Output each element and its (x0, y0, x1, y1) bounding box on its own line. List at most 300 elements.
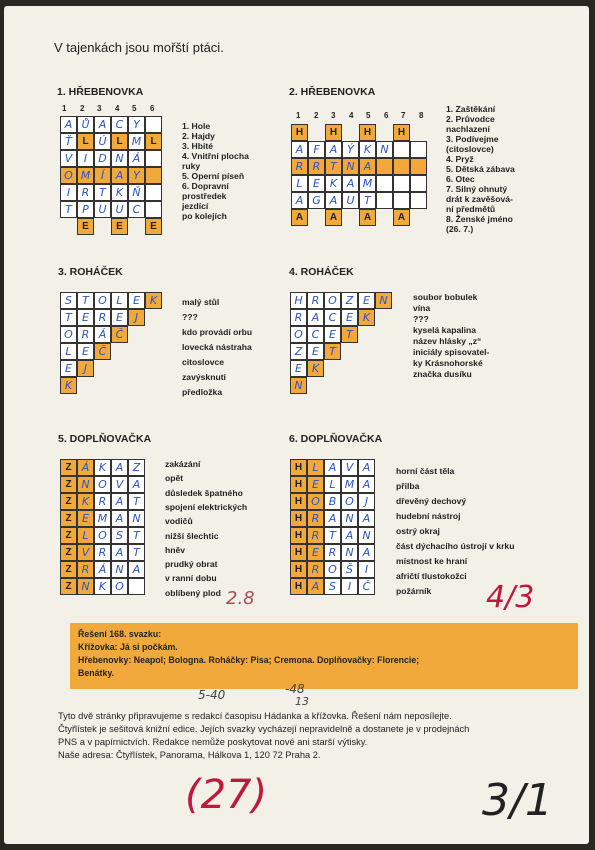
grid-cell (324, 326, 341, 343)
grid-cell (342, 158, 359, 175)
grid-cell (410, 175, 427, 192)
grid-cell (291, 175, 308, 192)
grid-cell (145, 167, 162, 184)
handwritten-letter: O (115, 580, 124, 593)
grid-cell (375, 292, 392, 309)
grid-cell (290, 326, 307, 343)
grid-cell (358, 476, 375, 493)
clue-text: hudební nástroj (396, 511, 461, 521)
handwritten-letter: N (81, 580, 90, 593)
handwritten-letter: E (116, 311, 123, 324)
grid-cell (77, 360, 94, 377)
grid-cell (341, 578, 358, 595)
grid-cell (60, 561, 77, 578)
grid-cell (324, 527, 341, 544)
clue-text: značka dusíku (413, 369, 472, 379)
grid-cell (290, 510, 307, 527)
handwritten-letter: E (346, 311, 353, 324)
grid-cell (111, 133, 128, 150)
grid-cell (111, 167, 128, 184)
grid-cell (128, 561, 145, 578)
handwritten-letter: Č (362, 580, 371, 593)
clue-text: nachlazení (446, 124, 490, 134)
grid-cell (111, 561, 128, 578)
grid-cell (94, 561, 111, 578)
solution-heading: Řešení 168. svazku: (78, 629, 162, 639)
grid-cell (145, 184, 162, 201)
grid-cell (324, 309, 341, 326)
grid-cell (308, 175, 325, 192)
grid-cell (77, 201, 94, 218)
title-rohacek-4: 4. ROHÁČEK (289, 266, 354, 278)
handwritten-letter: L (312, 461, 319, 474)
handwritten-letter: C (328, 311, 337, 324)
handwritten-letter: M (80, 169, 91, 182)
handwritten-letter: R (81, 563, 90, 576)
handwritten-letter: A (132, 478, 141, 491)
solution-line: Hřebenovky: Neapol; Bologna. Roháčky: Pisa; Cremona. Doplňovačky: Florencie; (78, 655, 420, 665)
grid-cell (324, 561, 341, 578)
handwritten-letter: S (329, 580, 336, 593)
title-rohacek-3: 3. ROHÁČEK (58, 266, 123, 278)
clue-text: ruky (182, 161, 201, 171)
handwritten-letter: C (311, 328, 320, 341)
handwritten-letter: L (116, 294, 123, 307)
clue-text: 5. Dětská zábava (446, 164, 515, 174)
grid-cell (145, 218, 162, 235)
handwritten-letter: R (98, 546, 107, 559)
clue-text: 1. Hole (182, 121, 211, 131)
clue-text: iniciály spisovatel- (413, 347, 490, 357)
printed-letter: E (82, 221, 89, 232)
grid-cell (290, 544, 307, 561)
printed-letter: Z (65, 496, 72, 507)
handwritten-letter: N (345, 512, 354, 525)
handwritten-letter: P (82, 203, 89, 216)
clue-text: oblíbený plod (165, 587, 221, 598)
clue-text: po kolejích (182, 211, 227, 221)
grid-cell (291, 192, 308, 209)
handwritten-letter: F (313, 143, 320, 156)
handwritten-letter: Á (132, 152, 141, 165)
handwritten-letter: E (65, 362, 72, 375)
grid-cell (410, 158, 427, 175)
grid-cell (341, 527, 358, 544)
clue-text: místnost ke hraní (396, 556, 468, 566)
handwritten-letter: D (98, 152, 107, 165)
grid-cell (128, 201, 145, 218)
handwritten-letter: E (82, 345, 89, 358)
handwritten-letter: A (329, 194, 338, 207)
clue-text: drát k zavěšová- (446, 194, 513, 204)
clue-text: opět (165, 473, 184, 484)
grid-cell (111, 510, 128, 527)
grid-cell (290, 309, 307, 326)
col-num: 2 (80, 104, 85, 113)
handwritten-letter: E (329, 328, 336, 341)
grid-cell (342, 192, 359, 209)
handwritten-score: 4/3 (486, 580, 535, 615)
handwritten-letter: T (330, 160, 337, 173)
handwritten-letter: M (131, 135, 142, 148)
grid-cell (341, 459, 358, 476)
footer-text: Čtyřlístek je sešitová knižní edice. Jejích svazky vycházejí nepravidelně a dostanete je v prodejnách (58, 724, 470, 734)
handwritten-letter: R (98, 495, 107, 508)
handwritten-letter: A (115, 461, 124, 474)
handwritten-letter: O (98, 294, 107, 307)
printed-letter: Z (65, 581, 72, 592)
grid-cell (145, 201, 162, 218)
grid-cell (342, 141, 359, 158)
grid-cell (376, 141, 393, 158)
handwritten-letter: E (295, 362, 302, 375)
printed-letter: E (150, 221, 157, 232)
grid-cell (290, 292, 307, 309)
printed-letter: A (329, 212, 338, 223)
pencil-note: 2.8 (226, 588, 255, 609)
handwritten-letter: A (329, 143, 338, 156)
grid-cell (359, 124, 376, 141)
grid-cell (359, 209, 376, 226)
handwritten-letter: Ť (65, 135, 72, 148)
handwritten-letter: Ý (347, 143, 354, 156)
grid-cell (94, 493, 111, 510)
grid-cell (307, 459, 324, 476)
clue-text: dřevěný dechový (396, 496, 467, 506)
grid-cell (111, 326, 128, 343)
handwritten-letter: K (115, 186, 124, 199)
footer-text: PNS a v papírnictvích. Redakce nemůže poskytovat nové ani starší výtisky. (58, 737, 368, 747)
clue-text: (citoslovce) (446, 144, 494, 154)
handwritten-letter: T (329, 345, 336, 358)
grid-cell (324, 510, 341, 527)
printed-letter: H (397, 127, 406, 138)
handwritten-letter: A (362, 512, 371, 525)
handwritten-letter: C (132, 203, 141, 216)
clue-text: kyselá kapalina (413, 325, 477, 335)
printed-letter: H (294, 462, 303, 473)
printed-letter: Z (65, 547, 72, 558)
clue-text: ní předmětů (446, 204, 496, 214)
handwritten-letter: N (362, 529, 371, 542)
clue-text: vína (413, 303, 431, 313)
pencil-calc: 13 (295, 695, 309, 708)
solution-line: Benátky. (78, 668, 115, 678)
handwritten-letter: J (134, 311, 139, 324)
clue-text: lovecká nástraha (182, 342, 252, 352)
grid-cell (341, 493, 358, 510)
handwritten-letter: E (133, 294, 140, 307)
grid-cell (308, 158, 325, 175)
col-num: 4 (349, 111, 354, 120)
grid-cell (290, 493, 307, 510)
handwritten-letter: S (65, 294, 72, 307)
handwritten-letter: N (379, 294, 388, 307)
grid-cell (358, 459, 375, 476)
grid-cell (358, 309, 375, 326)
handwritten-letter: R (312, 160, 321, 173)
grid-cell (291, 141, 308, 158)
handwritten-letter: E (312, 546, 319, 559)
grid-cell (307, 309, 324, 326)
clue-text: soubor bobulek (413, 292, 478, 302)
grid-cell (358, 561, 375, 578)
clue-text: ??? (413, 314, 429, 324)
handwritten-letter: T (346, 328, 353, 341)
grid-cell (111, 292, 128, 309)
clue-text: 7. Silný ohnutý (446, 184, 508, 194)
grid-cell (359, 158, 376, 175)
handwritten-letter: L (296, 177, 303, 190)
grid-cell (410, 192, 427, 209)
grid-cell (94, 476, 111, 493)
handwritten-letter: I (66, 186, 71, 199)
handwritten-letter: U (346, 194, 355, 207)
grid-cell (128, 292, 145, 309)
grid-cell (359, 192, 376, 209)
printed-letter: A (397, 212, 406, 223)
grid-cell (324, 493, 341, 510)
grid-cell (77, 326, 94, 343)
handwritten-letter: A (132, 563, 141, 576)
handwritten-letter: V (115, 478, 124, 491)
handwritten-letter: Č (115, 328, 124, 341)
grid-cell (307, 561, 324, 578)
clue-text: vodičů (165, 516, 193, 527)
printed-letter: A (295, 212, 304, 223)
handwritten-letter: L (82, 529, 89, 542)
grid-cell (60, 150, 77, 167)
handwritten-letter: R (81, 186, 90, 199)
col-num: 1 (296, 111, 301, 120)
handwritten-letter: Y (133, 118, 140, 131)
handwritten-letter: R (311, 294, 320, 307)
grid-cell (359, 141, 376, 158)
handwritten-letter: B (328, 495, 337, 508)
grid-cell (77, 133, 94, 150)
handwritten-letter: Š (346, 563, 353, 576)
handwritten-letter: E (82, 311, 89, 324)
handwritten-letter: G (312, 194, 321, 207)
printed-letter: Z (65, 513, 72, 524)
handwritten-letter: K (363, 143, 372, 156)
handwritten-letter: O (98, 478, 107, 491)
printed-letter: H (294, 547, 303, 558)
grid-cell (60, 343, 77, 360)
handwritten-letter: N (346, 160, 355, 173)
clue-text: spojení elektrických (165, 501, 248, 512)
grid-cell (111, 201, 128, 218)
grid-cell (60, 309, 77, 326)
handwritten-letter: T (65, 311, 72, 324)
handwritten-letter: L (329, 478, 336, 491)
grid-cell (77, 527, 94, 544)
grid-cell (77, 292, 94, 309)
grid-cell (145, 116, 162, 133)
handwritten-letter: N (345, 546, 354, 559)
grid-cell (60, 326, 77, 343)
grid-cell (341, 292, 358, 309)
handwritten-letter: T (99, 186, 106, 199)
grid-cell (393, 124, 410, 141)
handwritten-letter: O (328, 294, 337, 307)
grid-cell (128, 167, 145, 184)
grid-cell (111, 218, 128, 235)
grid-cell (111, 578, 128, 595)
grid-cell (290, 459, 307, 476)
handwritten-letter: A (295, 194, 304, 207)
grid-cell (308, 192, 325, 209)
handwritten-letter: R (311, 512, 320, 525)
grid-cell (358, 292, 375, 309)
handwritten-letter: S (116, 529, 123, 542)
handwritten-letter: U (98, 203, 107, 216)
handwritten-letter: A (115, 495, 124, 508)
handwritten-letter: A (362, 461, 371, 474)
clue-text: předložka (182, 387, 223, 397)
handwritten-number: (27) (185, 772, 268, 818)
grid-cell (290, 343, 307, 360)
clue-text: prudký obrat (165, 559, 218, 570)
grid-cell (393, 141, 410, 158)
grid-cell (77, 561, 94, 578)
clue-text: v ranní dobu (165, 573, 217, 584)
handwritten-letter: R (294, 311, 303, 324)
handwritten-letter: R (295, 160, 304, 173)
clue-text: nižší šlechtic (165, 530, 219, 541)
grid-cell (111, 184, 128, 201)
col-num: 5 (366, 111, 371, 120)
handwritten-letter: O (311, 495, 320, 508)
printed-letter: A (363, 212, 372, 223)
handwritten-letter: T (133, 529, 140, 542)
grid-cell (128, 459, 145, 476)
clue-text: důsledek špatného (165, 487, 243, 498)
pencil-calc: -48 (285, 682, 305, 696)
handwritten-letter: Ň (132, 186, 141, 199)
title-hrebenovka-1: 1. HŘEBENOVKA (57, 86, 144, 98)
handwritten-letter: Á (98, 328, 107, 341)
handwritten-letter: R (311, 529, 320, 542)
grid-cell (77, 493, 94, 510)
handwritten-letter: A (64, 118, 73, 131)
handwritten-letter: O (64, 328, 73, 341)
handwritten-letter: O (345, 495, 354, 508)
handwritten-letter: Č (98, 345, 107, 358)
grid-cell (376, 158, 393, 175)
clue-text: zakázání (165, 459, 201, 469)
grid-cell (60, 527, 77, 544)
handwritten-letter: V (345, 461, 354, 474)
handwritten-letter: A (328, 512, 337, 525)
clue-text: 3. Hbité (182, 141, 214, 151)
grid-cell (128, 309, 145, 326)
grid-cell (77, 510, 94, 527)
grid-cell (60, 184, 77, 201)
handwritten-letter: E (312, 345, 319, 358)
grid-cell (358, 510, 375, 527)
clue-text: 2. Hajdy (182, 131, 215, 141)
grid-cell (393, 209, 410, 226)
grid-cell (111, 527, 128, 544)
handwritten-letter: K (64, 379, 73, 392)
grid-cell (393, 192, 410, 209)
handwritten-letter: A (363, 160, 372, 173)
grid-cell (128, 578, 145, 595)
grid-cell (324, 544, 341, 561)
handwritten-letter: A (362, 546, 371, 559)
clue-text: 1. Zaštěkání (446, 104, 496, 114)
handwritten-letter: A (115, 512, 124, 525)
handwritten-letter: O (64, 169, 73, 182)
grid-cell (77, 459, 94, 476)
grid-cell (290, 561, 307, 578)
title-hrebenovka-2: 2. HŘEBENOVKA (289, 86, 376, 98)
grid-cell (324, 476, 341, 493)
grid-cell (290, 377, 307, 394)
grid-cell (341, 326, 358, 343)
grid-cell (111, 493, 128, 510)
clue-text: 3. Podívejme (446, 134, 499, 144)
handwritten-letter: A (98, 118, 107, 131)
grid-cell (60, 292, 77, 309)
solution-line: Křížovka: Já si počkám. (78, 642, 178, 652)
printed-letter: H (294, 564, 303, 575)
handwritten-letter: J (364, 495, 369, 508)
grid-cell (325, 175, 342, 192)
grid-cell (77, 116, 94, 133)
clue-text: 2. Průvodce (446, 114, 495, 124)
grid-cell (60, 476, 77, 493)
clue-text: ostrý okraj (396, 526, 440, 536)
handwritten-letter: R (311, 563, 320, 576)
clue-text: (26. 7.) (446, 224, 474, 234)
grid-cell (307, 343, 324, 360)
handwritten-letter: K (98, 461, 107, 474)
grid-cell (307, 360, 324, 377)
clue-text: přilba (396, 481, 420, 491)
grid-cell (290, 527, 307, 544)
grid-cell (325, 158, 342, 175)
grid-cell (94, 133, 111, 150)
footer-address: Naše adresa: Čtyřlístek, Panorama, Hálkova 1, 120 72 Praha 2. (58, 750, 321, 760)
grid-cell (77, 544, 94, 561)
grid-cell (77, 578, 94, 595)
grid-cell (324, 459, 341, 476)
grid-cell (307, 544, 324, 561)
grid-cell (60, 133, 77, 150)
clue-text: afričtí tlustokožci (396, 571, 467, 581)
grid-cell (128, 184, 145, 201)
handwritten-letter: M (344, 478, 355, 491)
handwritten-letter: I (364, 563, 369, 576)
grid-cell (325, 124, 342, 141)
grid-cell (307, 326, 324, 343)
grid-cell (77, 150, 94, 167)
printed-letter: H (294, 530, 303, 541)
grid-cell (111, 544, 128, 561)
grid-cell (393, 158, 410, 175)
grid-cell (325, 141, 342, 158)
grid-cell (94, 116, 111, 133)
handwritten-letter: N (294, 379, 303, 392)
handwritten-letter: Z (132, 461, 141, 474)
col-num: 1 (62, 104, 67, 113)
grid-cell (60, 493, 77, 510)
handwritten-letter: I (347, 580, 352, 593)
grid-cell (307, 292, 324, 309)
grid-cell (342, 175, 359, 192)
